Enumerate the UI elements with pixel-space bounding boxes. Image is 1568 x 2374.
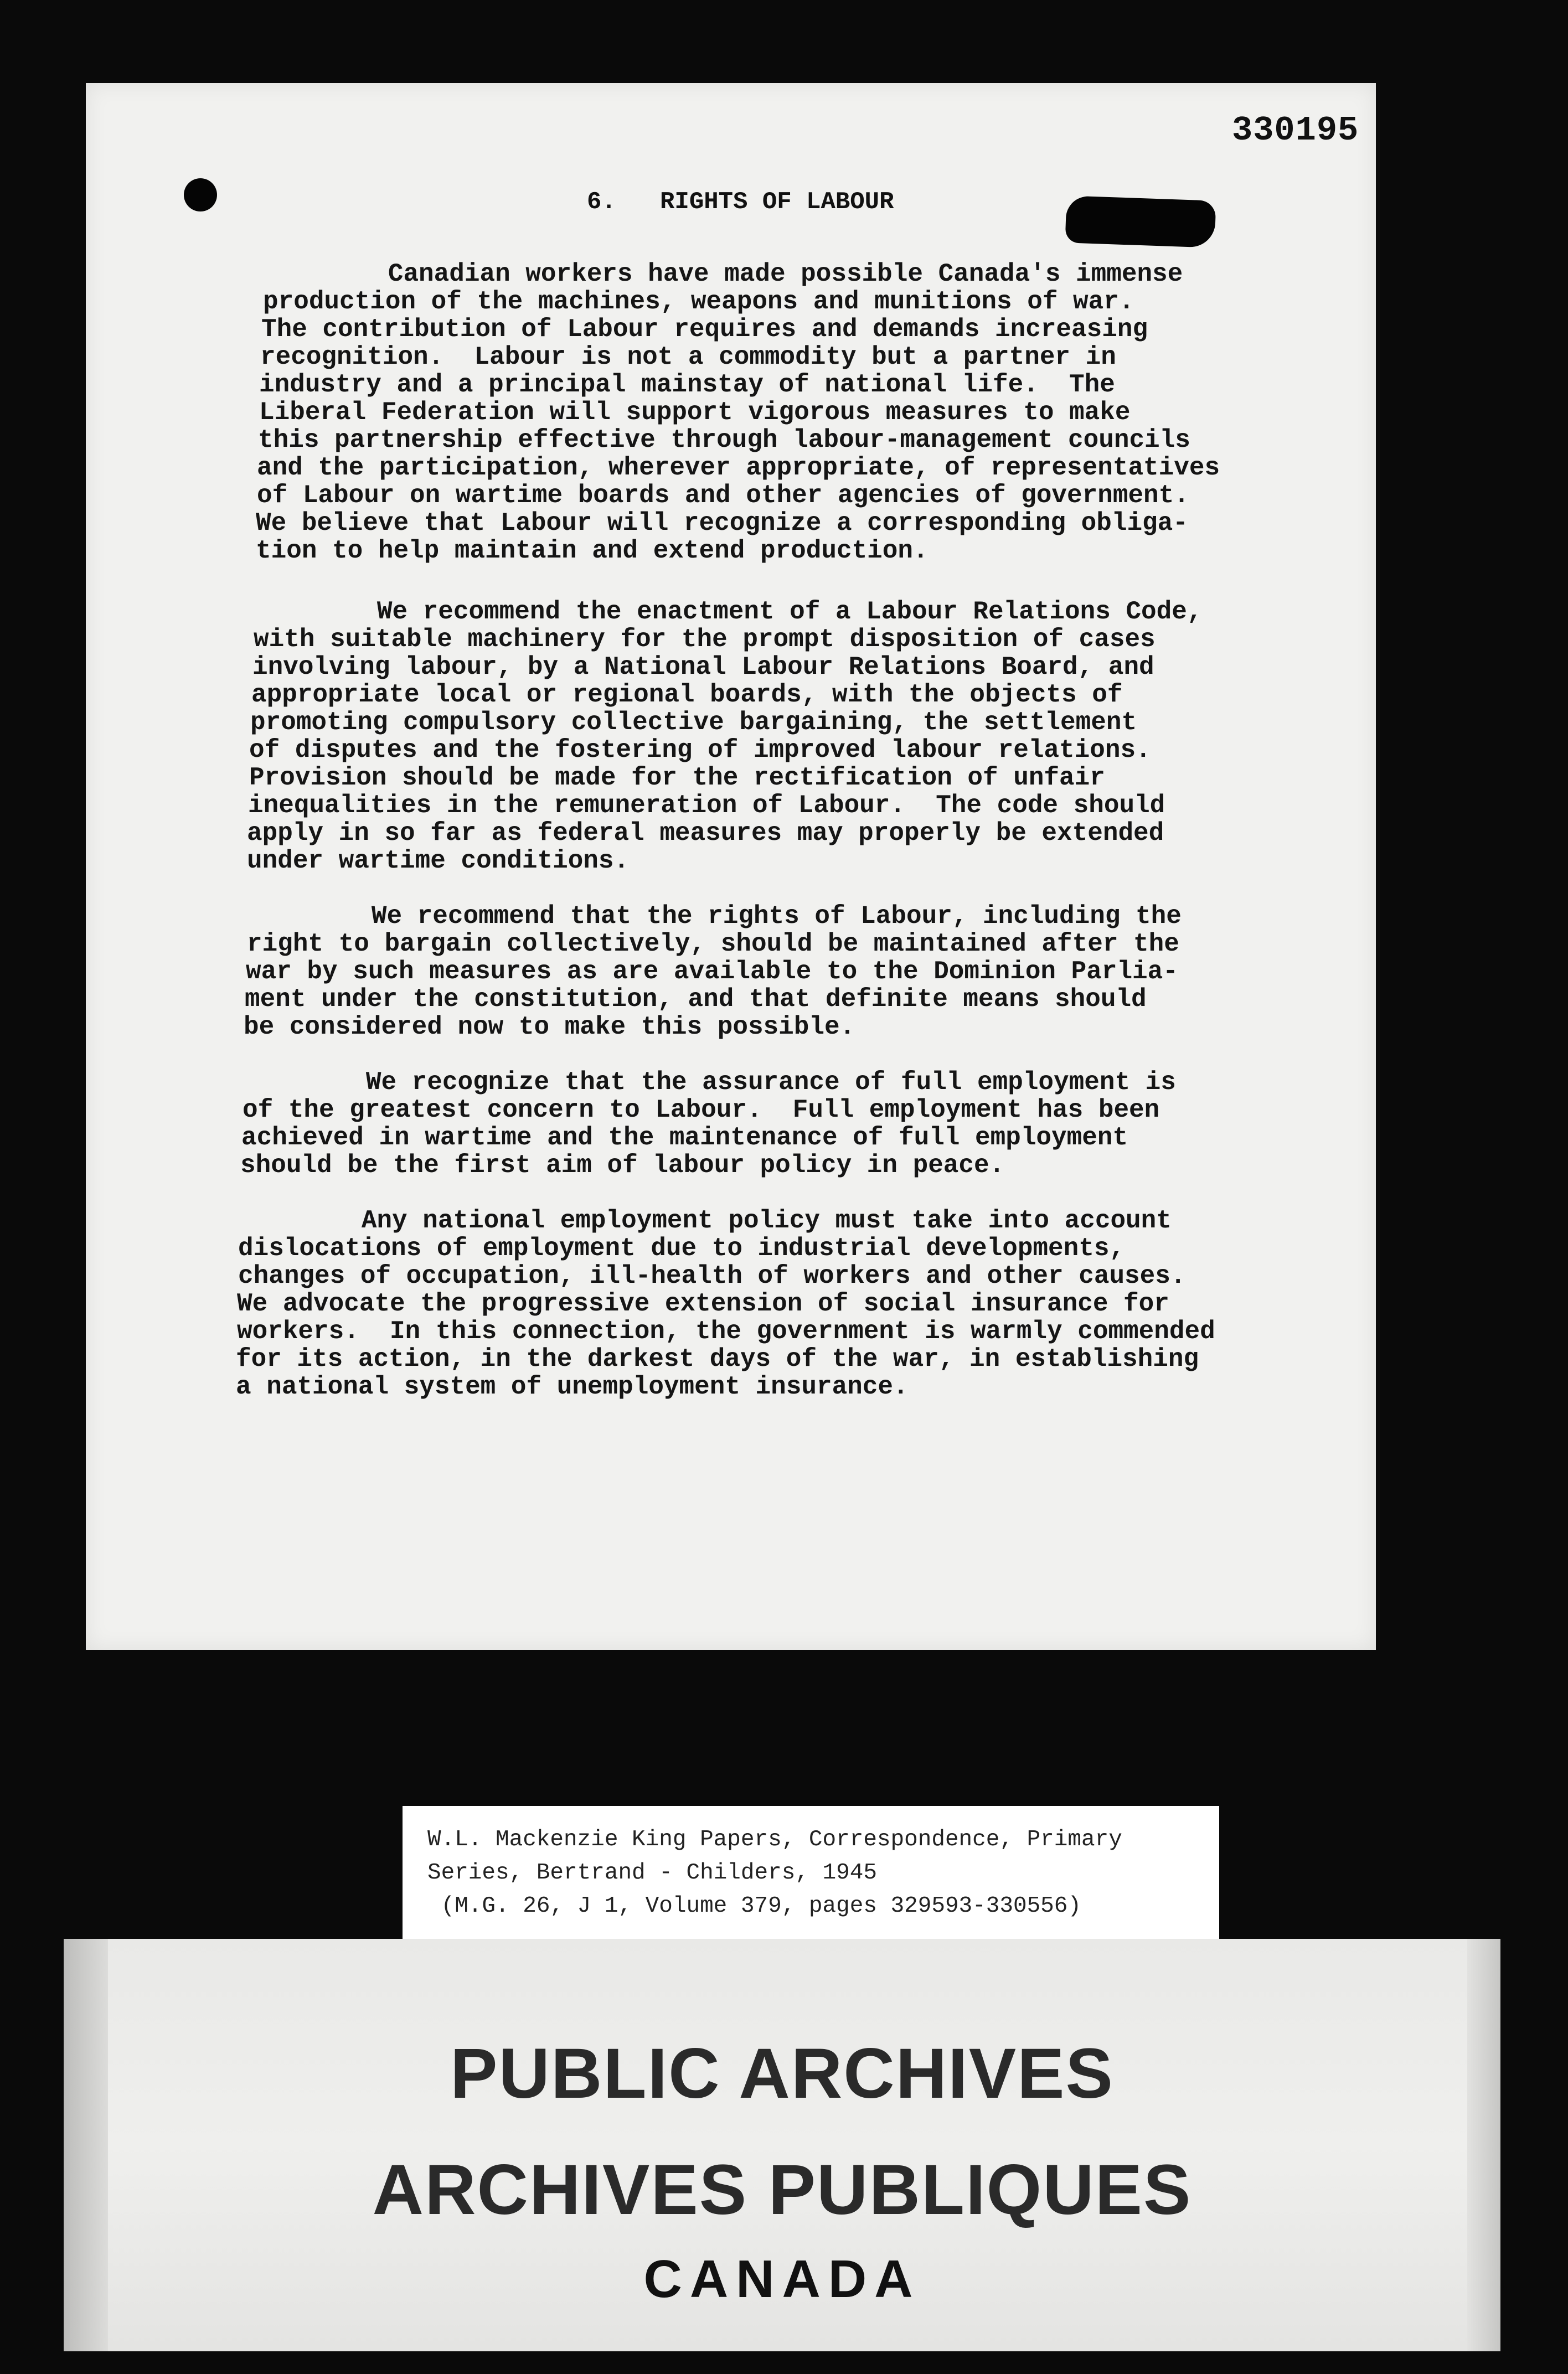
text-line: tion to help maintain and extend production.	[256, 536, 929, 565]
text-line: Any national employment policy must take into account	[239, 1206, 1172, 1235]
text-line: and the participation, wherever appropriate, of representatives	[257, 453, 1220, 482]
text-line: changes of occupation, ill-health of workers and other causes.	[238, 1262, 1186, 1291]
text-line: with suitable machinery for the prompt disposition of cases	[254, 625, 1156, 654]
archive-caption	[403, 1806, 1219, 1942]
text-line: inequalities in the remuneration of Labour. The code should	[248, 791, 1165, 820]
text-line: of disputes and the fostering of improved labour relations.	[249, 736, 1151, 765]
caption-line: Series, Bertrand - Childers, 1945	[427, 1860, 877, 1886]
text-line: achieved in wartime and the maintenance of full employment	[241, 1123, 1128, 1152]
text-line: right to bargain collectively, should be maintained after the	[247, 930, 1179, 958]
text-line: The contribution of Labour requires and demands increasing	[261, 315, 1148, 344]
text-line: We advocate the progressive extension of social insurance for	[237, 1289, 1169, 1318]
banner-line-archives-publiques: ARCHIVES PUBLIQUES	[372, 2150, 1192, 2230]
redaction-mark	[1065, 195, 1216, 247]
punch-hole	[184, 178, 217, 211]
text-line: workers. In this connection, the government is warmly commended	[237, 1317, 1215, 1346]
text-line: should be the first aim of labour policy in peace.	[240, 1151, 1005, 1180]
text-line: apply in so far as federal measures may properly be extended	[247, 819, 1164, 848]
text-line: of the greatest concern to Labour. Full employment has been	[243, 1096, 1160, 1124]
text-line: industry and a principal mainstay of national life. The	[259, 370, 1115, 399]
text-line: under wartime conditions.	[247, 847, 630, 875]
text-line: Liberal Federation will support vigorous measures to make	[259, 398, 1131, 427]
text-line: We recommend that the rights of Labour, including the	[249, 902, 1182, 931]
text-line: We believe that Labour will recognize a corresponding obliga-	[256, 509, 1188, 538]
caption-line: W.L. Mackenzie King Papers, Correspondence, Primary	[427, 1827, 1122, 1852]
caption-line: (M.G. 26, J 1, Volume 379, pages 329593-330556)	[427, 1893, 1081, 1919]
section-title: 6. RIGHTS OF LABOUR	[587, 188, 894, 216]
text-line: of Labour on wartime boards and other agencies of government.	[257, 481, 1189, 510]
text-line: ment under the constitution, and that definite means should	[245, 985, 1147, 1014]
text-line: involving labour, by a National Labour Relations Board, and	[252, 653, 1154, 682]
banner-line-canada: CANADA	[643, 2249, 921, 2309]
text-line: for its action, in the darkest days of the war, in establishing	[236, 1345, 1199, 1374]
text-line: be considered now to make this possible.	[244, 1013, 855, 1041]
text-line: We recommend the enactment of a Labour Relations Code,	[255, 597, 1203, 626]
text-line: Canadian workers have made possible Canada's immense	[266, 260, 1183, 288]
banner-line-public-archives: PUBLIC ARCHIVES	[450, 2034, 1114, 2113]
text-line: production of the machines, weapons and munitions of war.	[263, 287, 1134, 316]
text-line: appropriate local or regional boards, with the objects of	[251, 680, 1123, 709]
text-line: a national system of unemployment insurance.	[236, 1372, 909, 1401]
archives-banner	[64, 1939, 1500, 2351]
text-line: We recognize that the assurance of full employment is	[244, 1068, 1176, 1097]
text-line: Provision should be made for the rectification of unfair	[249, 763, 1105, 792]
page-number: 330195	[1232, 111, 1359, 150]
text-line: promoting compulsory collective bargaining, the settlement	[250, 708, 1137, 737]
text-line: this partnership effective through labour-management councils	[258, 426, 1190, 455]
text-line: dislocations of employment due to industrial developments,	[238, 1234, 1125, 1263]
text-line: war by such measures as are available to the Dominion Parlia-	[246, 957, 1178, 986]
text-line: recognition. Labour is not a commodity but a partner in	[260, 343, 1116, 371]
